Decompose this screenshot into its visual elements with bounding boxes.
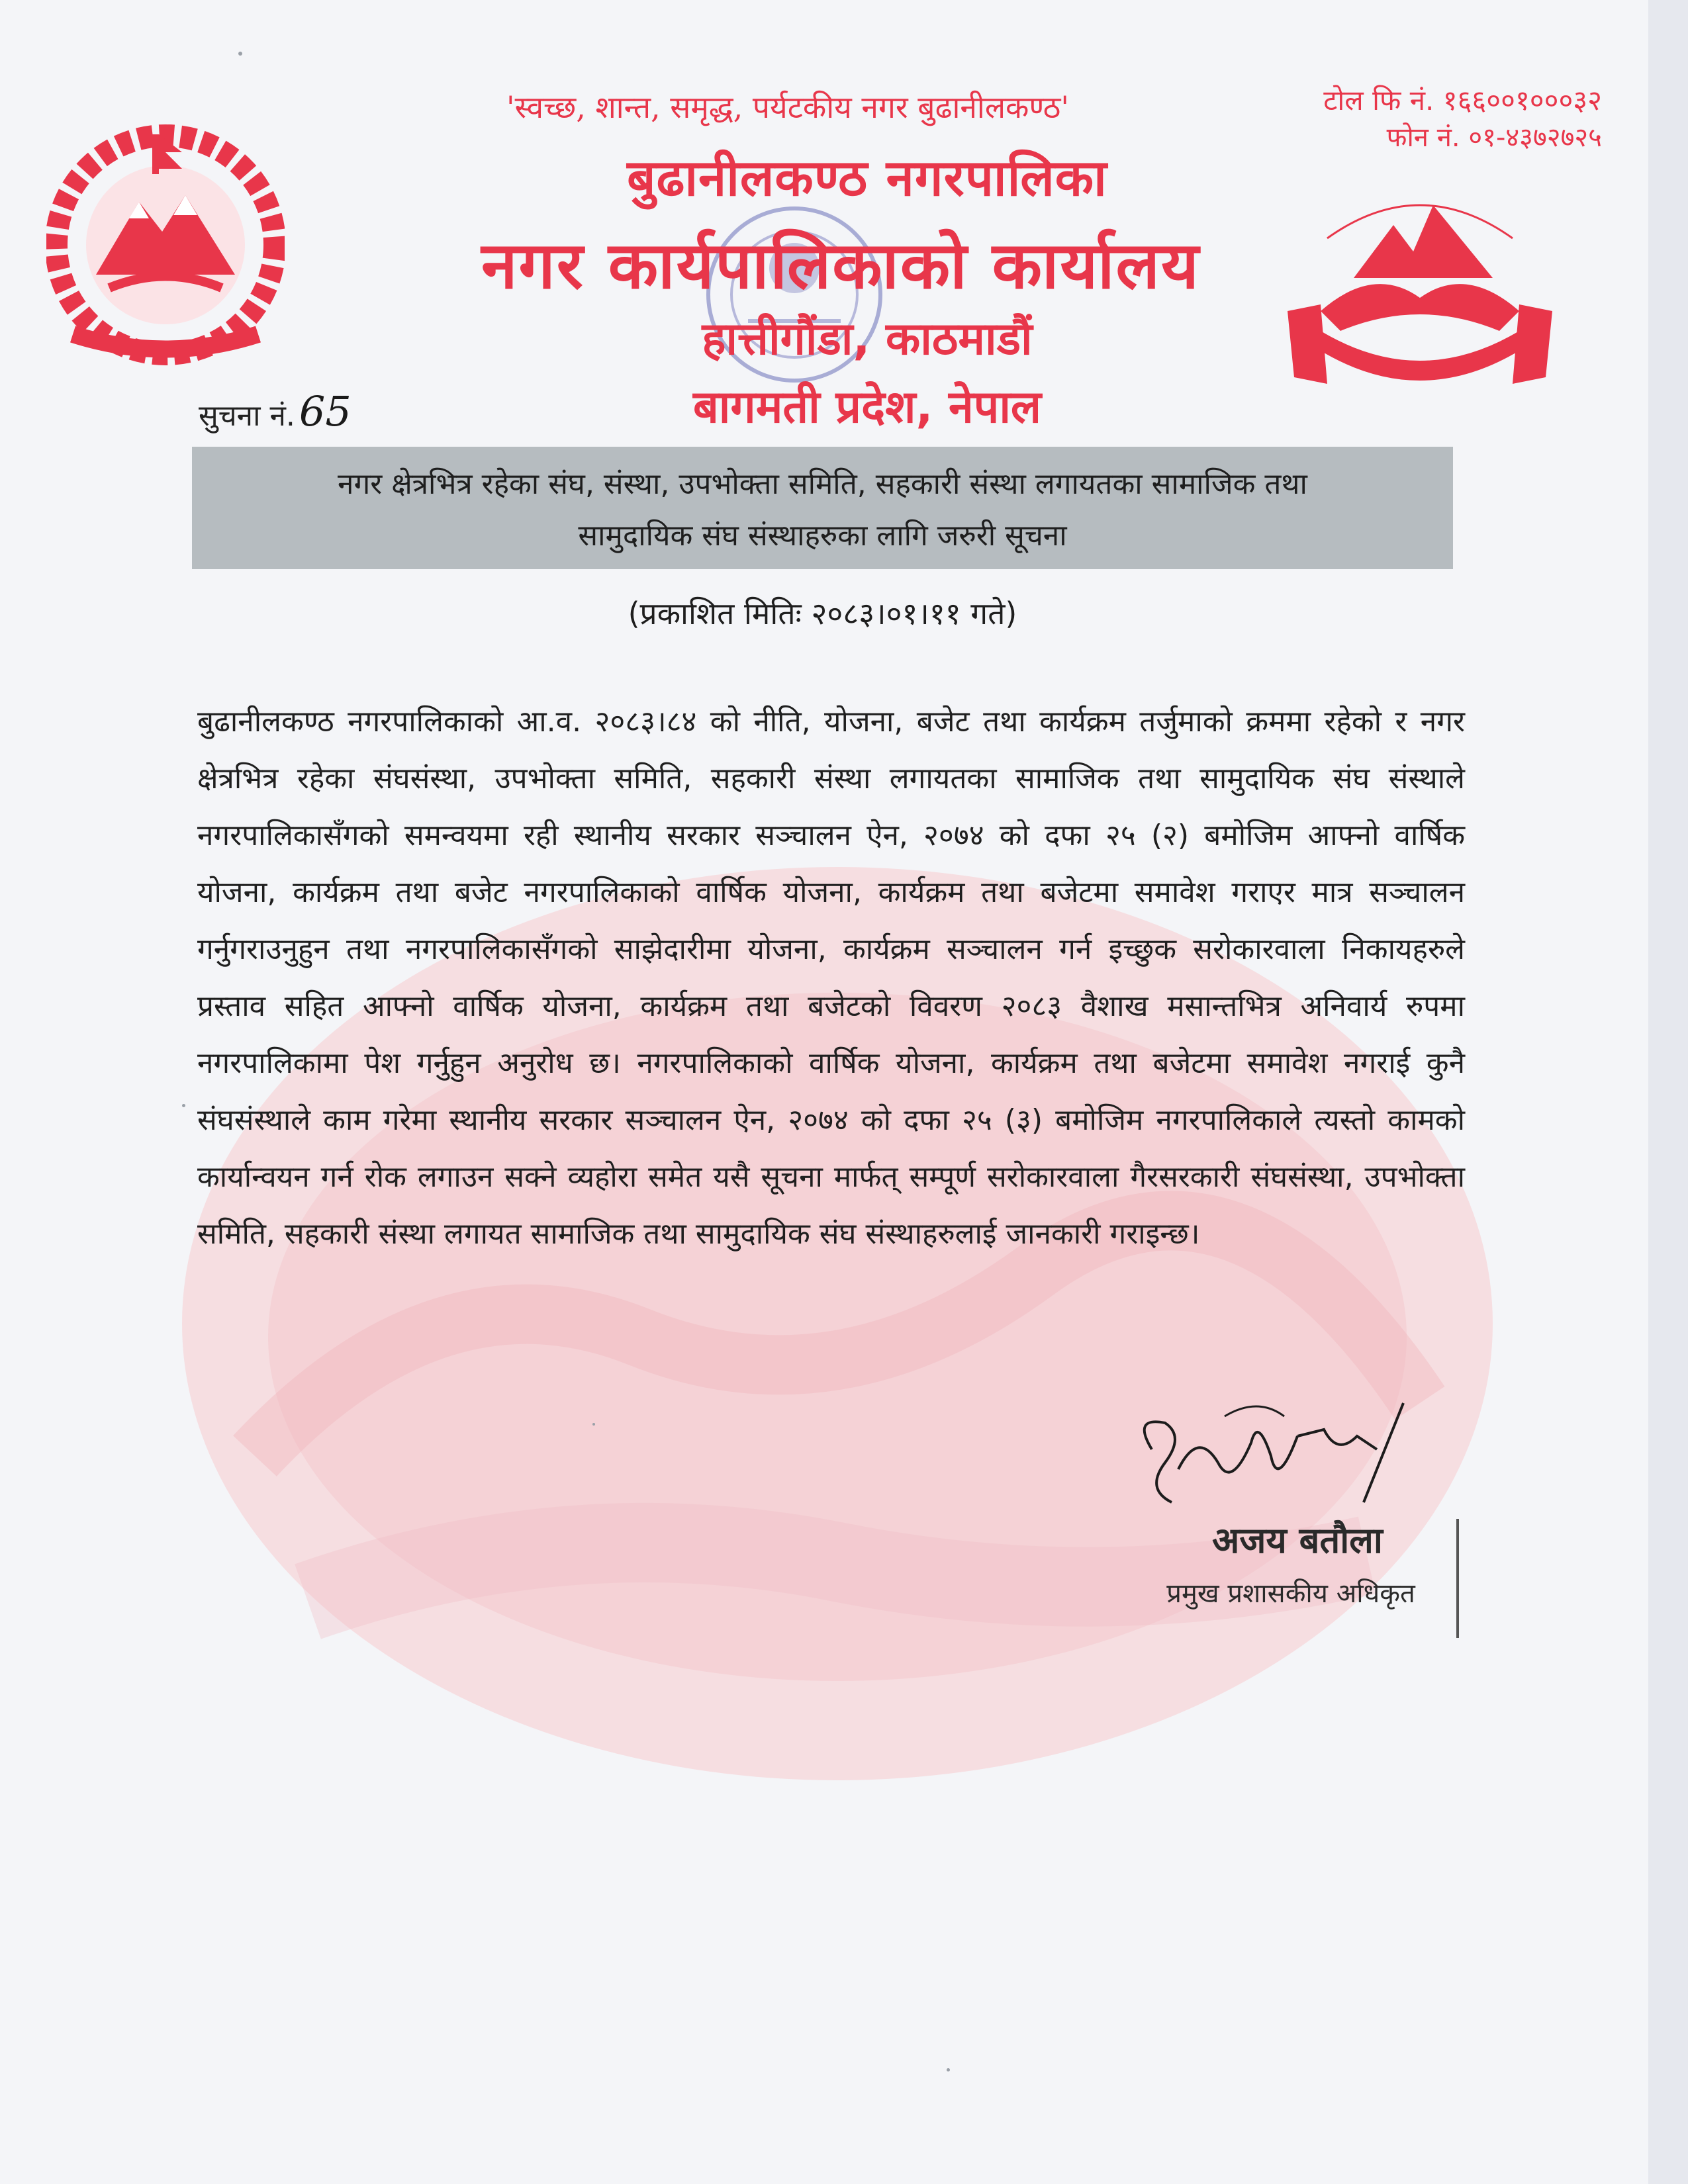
phone-number: फोन नं. ०१-४३७२७२५ xyxy=(1386,122,1602,153)
signatory-title: प्रमुख प्रशासकीय अधिकृत xyxy=(1166,1578,1415,1609)
municipality-name: बुढानीलकण्ठ नगरपालिका xyxy=(627,148,1107,207)
notice-number-value: 65 xyxy=(299,387,352,435)
office-location: हात्तीगौंडा, काठमाडौं xyxy=(702,313,1033,365)
signature-divider xyxy=(1456,1519,1459,1638)
published-date: (प्रकाशित मितिः २०८३।०१।११ गते) xyxy=(628,596,1017,631)
notice-subject-line-2: सामुदायिक संघ संस्थाहरुका लागि जरुरी सूचना xyxy=(578,519,1067,553)
notice-subject-line-1: नगर क्षेत्रभित्र रहेका संघ, संस्था, उपभोक्ता समिति, सहकारी संस्था लगायतका सामाजिक तथा xyxy=(338,467,1307,501)
province-name: बागमती प्रदेश, नेपाल xyxy=(692,381,1042,433)
scan-speck xyxy=(238,52,242,56)
signatory-name: अजय बतौला xyxy=(1212,1520,1383,1561)
office-name: नगर कार्यपालिकाको कार्यालय xyxy=(481,228,1200,304)
scan-speck xyxy=(592,1423,595,1426)
toll-free-number: टोल फि नं. १६६००१०००३२ xyxy=(1323,84,1602,116)
notice-number-label: सुचना नं. xyxy=(199,399,295,433)
handwritten-signature-icon xyxy=(1125,1390,1456,1522)
notice-subject-box xyxy=(192,447,1453,569)
scan-speck xyxy=(182,1104,185,1107)
scan-speck xyxy=(947,2068,950,2071)
slogan: 'स्वच्छ, शान्त, समृद्ध, पर्यटकीय नगर बुढानीलकण्ठ' xyxy=(506,89,1070,125)
scan-edge xyxy=(1648,0,1688,2184)
notice-body: बुढानीलकण्ठ नगरपालिकाको आ.व. २०८३।८४ को नीति, योजना, बजेट तथा कार्यक्रम तर्जुमाको क्रममा रहेको र नगर क्षेत्रभित्र रहेका संघसंस्था, उपभोक्ता समिति, सहकारी संस्था लगायतका सामाजिक तथा सामुदायिक संघ संस्थाले नगरपालिकासँगको समन्वयमा रही स्थानीय सरकार सञ्चालन ऐन, २०७४ को दफा २५ (२) बमोजिम आफ्नो वार्षिक योजना, कार्यक्रम तथा बजेट नगरपालिकाको वार्षिक योजना, कार्यक्रम तथा बजेटमा समावेश गराएर मात्र सञ्चालन गर्नुगराउनुहुन तथा नगरपालिकासँगको साझेदारीमा योजना, कार्यक्रम सञ्चालन गर्न इच्छुक सरोकारवाला निकायहरुले प्रस्ताव सहित आफ्नो वार्षिक योजना, कार्यक्रम तथा बजेटको विवरण २०८३ वैशाख मसान्तभित्र अनिवार्य रुपमा नगरपालिकामा पेश गर्नुहुन अनुरोध छ। नगरपालिकाको वार्षिक योजना, कार्यक्रम तथा बजेटमा समावेश नगराई कुनै संघसंस्थाले काम गरेमा स्थानीय सरकार सञ्चालन ऐन, २०७४ को दफा २५ (३) बमोजिम नगरपालिकाले त्यस्तो कामको कार्यान्वयन गर्न रोक लगाउन सक्ने व्यहोरा समेत यसै सूचना मार्फत् सम्पूर्ण सरोकारवाला गैरसरकारी संघसंस्था, उपभोक्ता समिति, सहकारी संस्था लगायत सामाजिक तथा सामुदायिक संघ संस्थाहरुलाई जानकारी गराइन्छ। xyxy=(197,705,1465,1251)
nepal-coat-of-arms-icon xyxy=(46,122,285,367)
notice-number xyxy=(199,387,352,435)
